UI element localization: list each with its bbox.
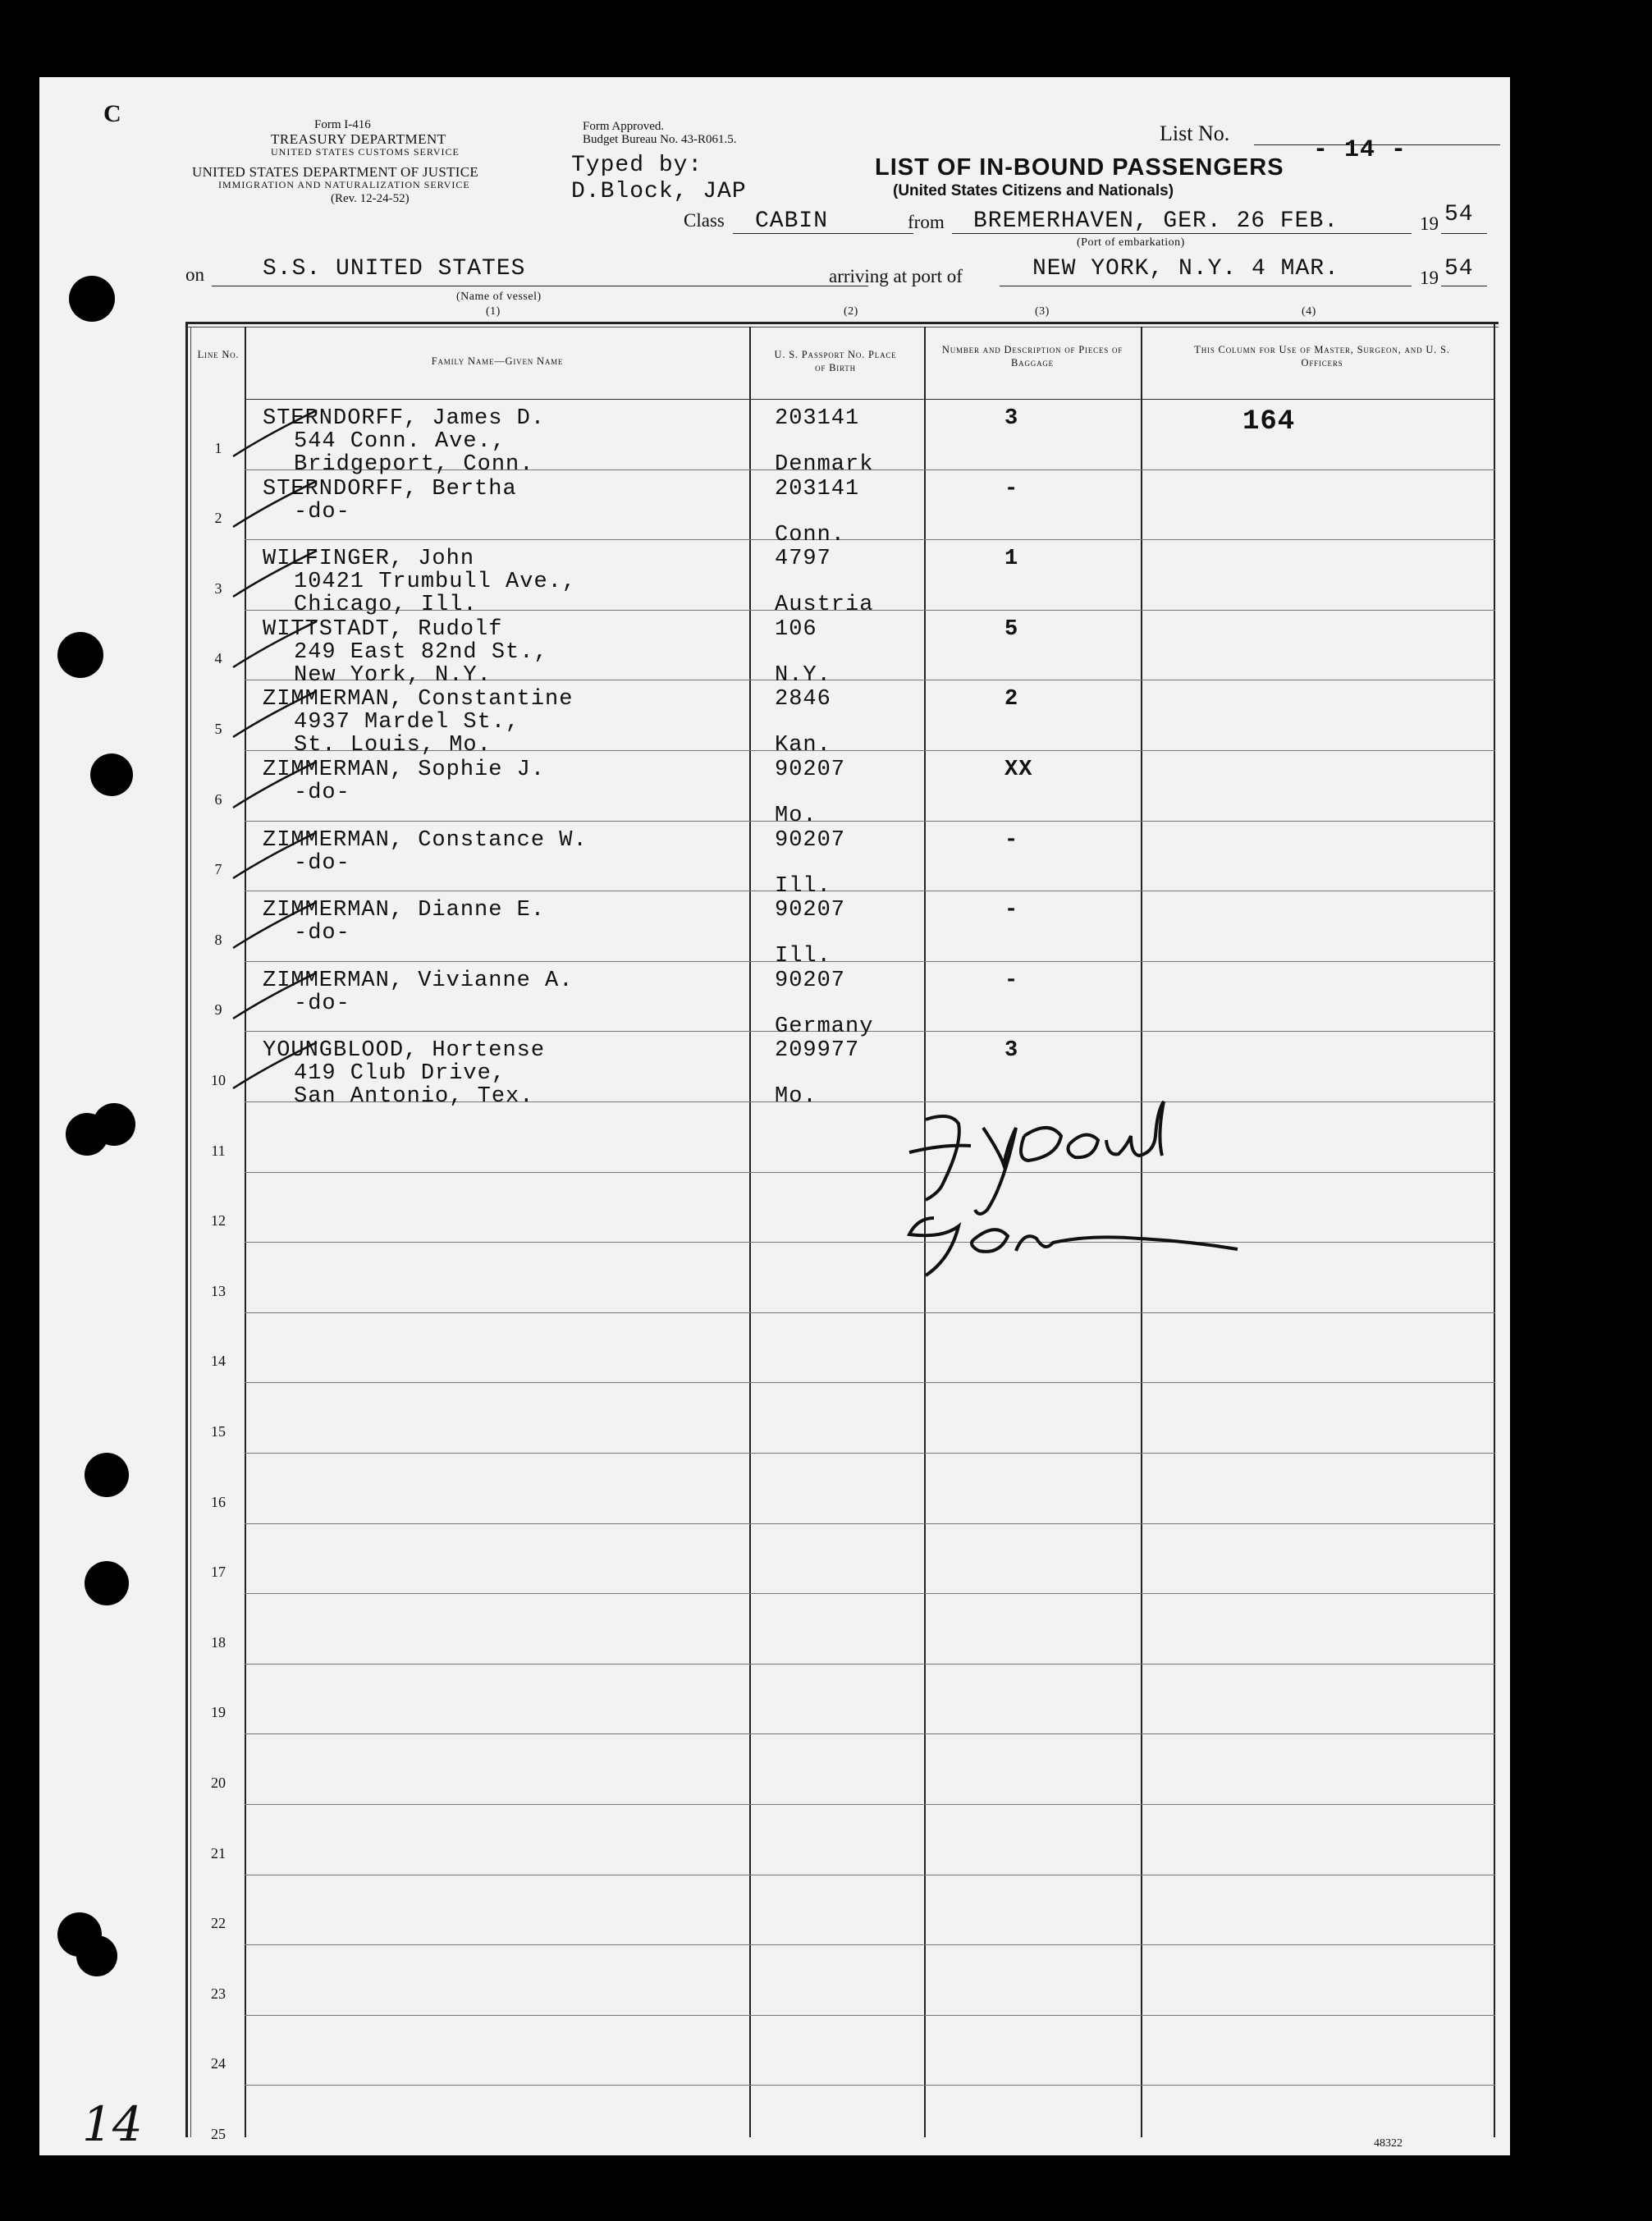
row-divider: [245, 1172, 1495, 1173]
line-number: 10: [211, 1072, 226, 1088]
passenger-address-1: -do-: [294, 991, 350, 1016]
revision: (Rev. 12-24-52): [331, 192, 410, 205]
form-number: Form I-416: [314, 118, 371, 131]
row-divider: [245, 1664, 1495, 1665]
from-year: 54: [1444, 202, 1474, 227]
line-number: 7: [214, 861, 222, 878]
row-divider: [245, 1593, 1495, 1594]
passport-number: 90207: [775, 827, 846, 853]
ins-line: IMMIGRATION AND NATURALIZATION SERVICE: [218, 179, 470, 190]
check-mark: [227, 1037, 325, 1095]
table-header-bottom: [245, 399, 1495, 400]
line-number: 4: [214, 650, 222, 667]
from-label: from: [908, 212, 945, 232]
row-divider: [245, 1523, 1495, 1524]
line-number: 5: [214, 721, 222, 737]
line-number: 11: [211, 1142, 226, 1159]
row-divider: [245, 539, 1495, 540]
passenger-address-1: -do-: [294, 921, 350, 946]
line-number: 8: [214, 931, 222, 948]
binder-hole: [69, 276, 115, 322]
passenger-list-sheet: [39, 77, 1510, 2155]
baggage-count: 5: [1004, 616, 1019, 642]
port-embarkation-caption: (Port of embarkation): [1077, 236, 1185, 249]
typed-by-value: D.Block, JAP: [571, 179, 747, 204]
passenger-name: ZIMMERMAN, Constance W.: [263, 827, 588, 853]
row-divider: [245, 1382, 1495, 1383]
check-mark: [227, 686, 325, 744]
passenger-address-1: 249 East 82nd St.,: [294, 639, 548, 665]
passenger-address-2: St. Louis, Mo.: [294, 733, 492, 758]
class-label: Class: [684, 210, 725, 231]
table-left-border: [185, 322, 188, 2137]
line-number: 14: [211, 1353, 226, 1370]
passenger-name: WITTSTADT, Rudolf: [263, 616, 503, 642]
passport-number: 203141: [775, 476, 860, 501]
budget-bureau: Budget Bureau No. 43-R061.5.: [583, 133, 737, 146]
line-number: 24: [211, 2055, 226, 2072]
passenger-address-1: 544 Conn. Ave.,: [294, 429, 506, 454]
check-mark: [227, 757, 325, 814]
row-divider: [245, 1312, 1495, 1313]
line-number: 21: [211, 1844, 226, 1862]
line-number: 20: [211, 1775, 226, 1791]
place-of-birth: Denmark: [775, 452, 874, 477]
line-number: 19: [211, 1704, 226, 1721]
handwritten-signature: [893, 1095, 1303, 1325]
row-divider: [245, 961, 1495, 962]
arriving-year-prefix: 19: [1420, 268, 1439, 288]
footer-code: 48322: [1374, 2137, 1403, 2150]
passenger-name: ZIMMERMAN, Sophie J.: [263, 758, 546, 782]
passenger-address-2: Chicago, Ill.: [294, 593, 478, 618]
customs-service: UNITED STATES CUSTOMS SERVICE: [271, 146, 460, 158]
passenger-address-1: -do-: [294, 499, 350, 524]
justice-department: UNITED STATES DEPARTMENT OF JUSTICE: [192, 164, 479, 180]
passenger-address-1: -do-: [294, 850, 350, 876]
treasury-department: TREASURY DEPARTMENT: [271, 131, 446, 147]
col-header-line-no: Line No.: [197, 349, 240, 360]
col-header-name: Family Name—Given Name: [431, 355, 564, 367]
passenger-name: WILFINGER, John: [263, 547, 475, 572]
passenger-name: ZIMMERMAN, Constantine: [263, 687, 574, 712]
place-of-birth: Mo.: [775, 804, 817, 828]
place-of-birth: Kan.: [775, 733, 831, 758]
baggage-count: 2: [1004, 687, 1019, 712]
check-mark: [227, 897, 325, 955]
passenger-address-1: 419 Club Drive,: [294, 1061, 506, 1087]
corner-mark: C: [103, 100, 121, 127]
list-no-value: - 14 -: [1313, 136, 1407, 164]
line-number: 9: [214, 1001, 222, 1019]
row-divider: [245, 2085, 1495, 2086]
table-left-border-inner: [190, 327, 191, 2137]
passenger-name: STERNDORFF, Bertha: [263, 476, 517, 501]
handwritten-page-number: 14: [82, 2096, 143, 2152]
list-no-label: List No.: [1160, 121, 1230, 145]
class-value: CABIN: [755, 208, 829, 234]
row-divider: [245, 1944, 1495, 1945]
baggage-count: 3: [1004, 1038, 1019, 1064]
passenger-address-1: 10421 Trumbull Ave.,: [294, 570, 577, 595]
typed-by-label: Typed by:: [571, 153, 703, 178]
baggage-count: XX: [1004, 758, 1033, 782]
document-title: LIST OF IN-BOUND PASSENGERS: [875, 154, 1284, 181]
col-num-3: (3): [1035, 305, 1050, 318]
binder-hole: [57, 632, 103, 678]
baggage-count: -: [1004, 827, 1019, 853]
baggage-count: -: [1004, 476, 1019, 501]
line-number: 16: [211, 1493, 226, 1510]
line-number: 18: [211, 1633, 226, 1651]
line-number: 23: [211, 1985, 226, 2002]
passport-number: 2846: [775, 687, 831, 712]
line-number: 17: [211, 1564, 226, 1581]
check-mark: [227, 476, 325, 533]
check-mark: [227, 546, 325, 603]
check-mark: [227, 968, 325, 1025]
table-top-border: [185, 322, 1499, 324]
passport-number: 106: [775, 616, 817, 642]
col-num-1: (1): [486, 305, 501, 318]
binder-hole: [85, 1561, 129, 1605]
col-header-officers: This Column for Use of Master, Surgeon, and U. S. Officers: [1194, 344, 1450, 369]
passport-number: 203141: [775, 406, 860, 431]
col-num-4: (4): [1302, 305, 1316, 318]
passenger-address-2: New York, N.Y.: [294, 662, 492, 688]
place-of-birth: Ill.: [775, 873, 831, 899]
binder-hole: [66, 1113, 108, 1156]
document-subtitle: (United States Citizens and Nationals): [893, 182, 1174, 199]
binder-hole: [76, 1935, 117, 1976]
row-divider: [245, 1804, 1495, 1805]
passenger-name: ZIMMERMAN, Dianne E.: [263, 898, 546, 923]
officer-note: 164: [1242, 406, 1296, 437]
passenger-name: ZIMMERMAN, Vivianne A.: [263, 968, 574, 993]
table-right-border: [1494, 322, 1495, 2137]
line-number: 25: [211, 2126, 226, 2142]
binder-hole: [85, 1453, 129, 1497]
form-approved: Form Approved.: [583, 120, 665, 133]
vessel-name: S.S. UNITED STATES: [263, 256, 526, 282]
baggage-count: 1: [1004, 547, 1019, 572]
line-number: 15: [211, 1423, 226, 1440]
line-number: 1: [214, 439, 222, 456]
passport-number: 209977: [775, 1038, 860, 1064]
passport-number: 4797: [775, 547, 831, 572]
on-label: on: [185, 264, 204, 285]
line-number: 6: [214, 790, 222, 808]
arriving-value: NEW YORK, N.Y. 4 MAR.: [1032, 256, 1339, 282]
place-of-birth: Ill.: [775, 944, 831, 969]
binder-hole: [90, 753, 133, 796]
from-year-line: [1441, 233, 1487, 234]
vessel-caption: (Name of vessel): [456, 291, 542, 303]
row-divider: [245, 1733, 1495, 1734]
passenger-name: STERNDORFF, James D.: [263, 406, 546, 431]
place-of-birth: N.Y.: [775, 662, 831, 688]
baggage-count: -: [1004, 898, 1019, 923]
passport-number: 90207: [775, 758, 846, 782]
row-divider: [245, 821, 1495, 822]
col-header-passport: U. S. Passport No. Place of Birth: [774, 349, 897, 373]
arriving-label: arriving at port of: [829, 266, 963, 286]
line-number: 2: [214, 510, 222, 527]
passenger-name: YOUNGBLOOD, Hortense: [263, 1038, 546, 1064]
place-of-birth: Austria: [775, 593, 874, 618]
col-num-2: (2): [844, 305, 858, 318]
from-value: BREMERHAVEN, GER. 26 FEB.: [973, 208, 1339, 234]
line-number: 3: [214, 579, 222, 597]
divider-name: [749, 327, 751, 2137]
baggage-count: -: [1004, 968, 1019, 993]
passenger-address-2: San Antonio, Tex.: [294, 1084, 534, 1110]
arriving-year: 54: [1444, 256, 1474, 282]
row-divider: [245, 1242, 1495, 1243]
place-of-birth: Germany: [775, 1014, 874, 1039]
from-year-prefix: 19: [1420, 213, 1439, 234]
baggage-count: 3: [1004, 406, 1019, 431]
check-mark: [227, 616, 325, 674]
col-header-baggage: Number and Description of Pieces of Baggage: [941, 344, 1123, 369]
passenger-address-1: -do-: [294, 781, 350, 805]
check-mark: [227, 827, 325, 885]
check-mark: [227, 405, 325, 463]
place-of-birth: Mo.: [775, 1084, 817, 1110]
passenger-address-2: Bridgeport, Conn.: [294, 452, 534, 477]
passport-number: 90207: [775, 898, 846, 923]
passenger-address-1: 4937 Mardel St.,: [294, 710, 520, 735]
row-divider: [245, 2015, 1495, 2016]
row-divider: [245, 1453, 1495, 1454]
place-of-birth: Conn.: [775, 522, 846, 547]
passport-number: 90207: [775, 968, 846, 993]
line-number: 13: [211, 1282, 226, 1299]
line-number: 12: [211, 1212, 226, 1230]
line-number: 22: [211, 1915, 226, 1932]
